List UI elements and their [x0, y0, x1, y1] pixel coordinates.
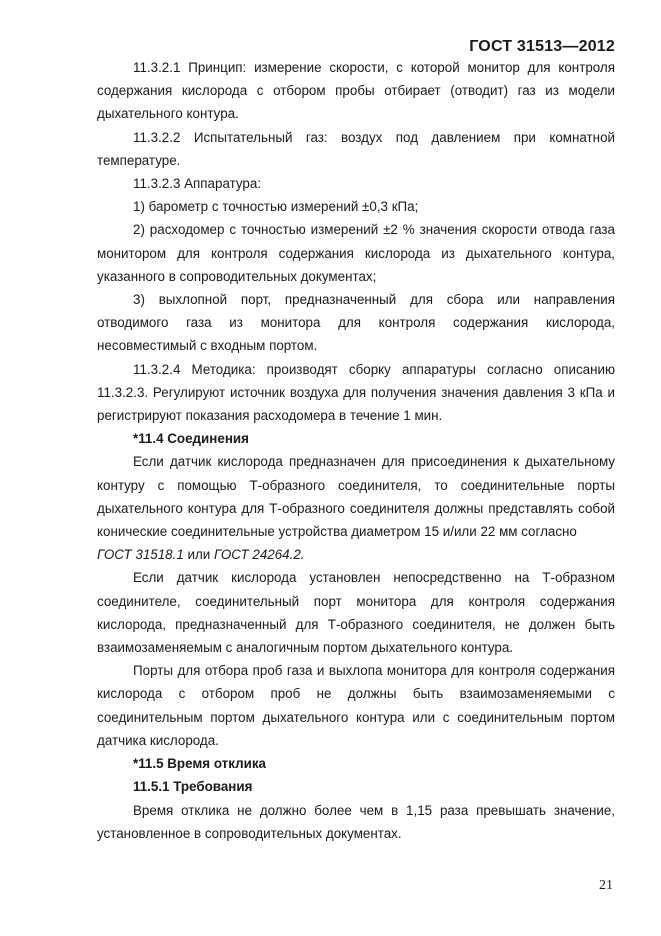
paragraph-11-3-2-3: 11.3.2.3 Аппаратура: [133, 176, 262, 192]
paragraph-response-time: Время отклика не должно более чем в 1,15 раза превышать значение, установленное в сопроводительных документах. [97, 802, 615, 841]
standard-reference-2: ГОСТ 24264.2. [214, 547, 305, 563]
paragraph-11-3-2-1: 11.3.2.1 Принцип: измерение скорости, с которой монитор для контроля содержания кислорода с отбором пробы отбирает (отводит) газ из модели дыхательного контура. [97, 60, 615, 122]
page-body [97, 56, 615, 845]
paragraph-11-3-2-2: 11.3.2.2 Испытательный газ: воздух под давлением при комнатной температуре. [97, 129, 615, 168]
standards-reference-line [97, 543, 615, 566]
list-item-flowmeter: 2) расходомер с точностью измерений ±2 % значения скорости отвода газа монитором для контроля содержания кислорода из дыхательного контура, указанного в сопроводительных документах; [97, 222, 615, 284]
section-heading-11-4: *11.4 Соединения [133, 431, 249, 447]
reference-conjunction: или [183, 547, 215, 563]
standard-reference-1: ГОСТ 31518.1 [97, 547, 184, 563]
section-heading-11-5: *11.5 Время отклика [133, 756, 266, 772]
list-item-barometer: 1) барометр с точностью измерений ±0,3 кПа; [133, 199, 419, 215]
list-item-exhaust-port: 3) выхлопной порт, предназначенный для сбора или направления отводимого газа из монитора для контроля содержания кислорода, несовместимый с входным портом. [97, 292, 615, 354]
paragraph-connections: Если датчик кислорода предназначен для присоединения к дыхательному контуру с помощью Т-образного соединителя, то соединительные порты дыхательного контура для Т-образного соединителя должны представлять собой конические соединительные устройства диаметром 15 и/или 22 мм согласно [97, 454, 615, 540]
paragraph-sensor-mount: Если датчик кислорода установлен непосредственно на Т-образном соединителе, соединительный порт монитора для контроля содержания кислорода, предназначенный для Т-образного соединителя, не должен быть взаимозаменяемым с аналогичным портом дыхательного контура. [97, 570, 615, 656]
paragraph-sampling-ports: Порты для отбора проб газа и выхлопа монитора для контроля содержания кислорода с отбором проб не должны быть взаимозаменяемыми с соединительным портом дыхательного контура или с соединительным портом датчика кислорода. [97, 663, 615, 748]
page-number: 21 [599, 878, 613, 893]
paragraph-11-3-2-4: 11.3.2.4 Методика: производят сборку аппаратуры согласно описанию 11.3.2.3. Регулируют источник воздуха для получения значения давления 3 кПа и регистрируют показания расходомера в течение 1 мин. [97, 361, 615, 424]
subsection-heading-11-5-1: 11.5.1 Требования [133, 779, 253, 795]
standard-designation: ГОСТ 31513—2012 [469, 38, 615, 55]
